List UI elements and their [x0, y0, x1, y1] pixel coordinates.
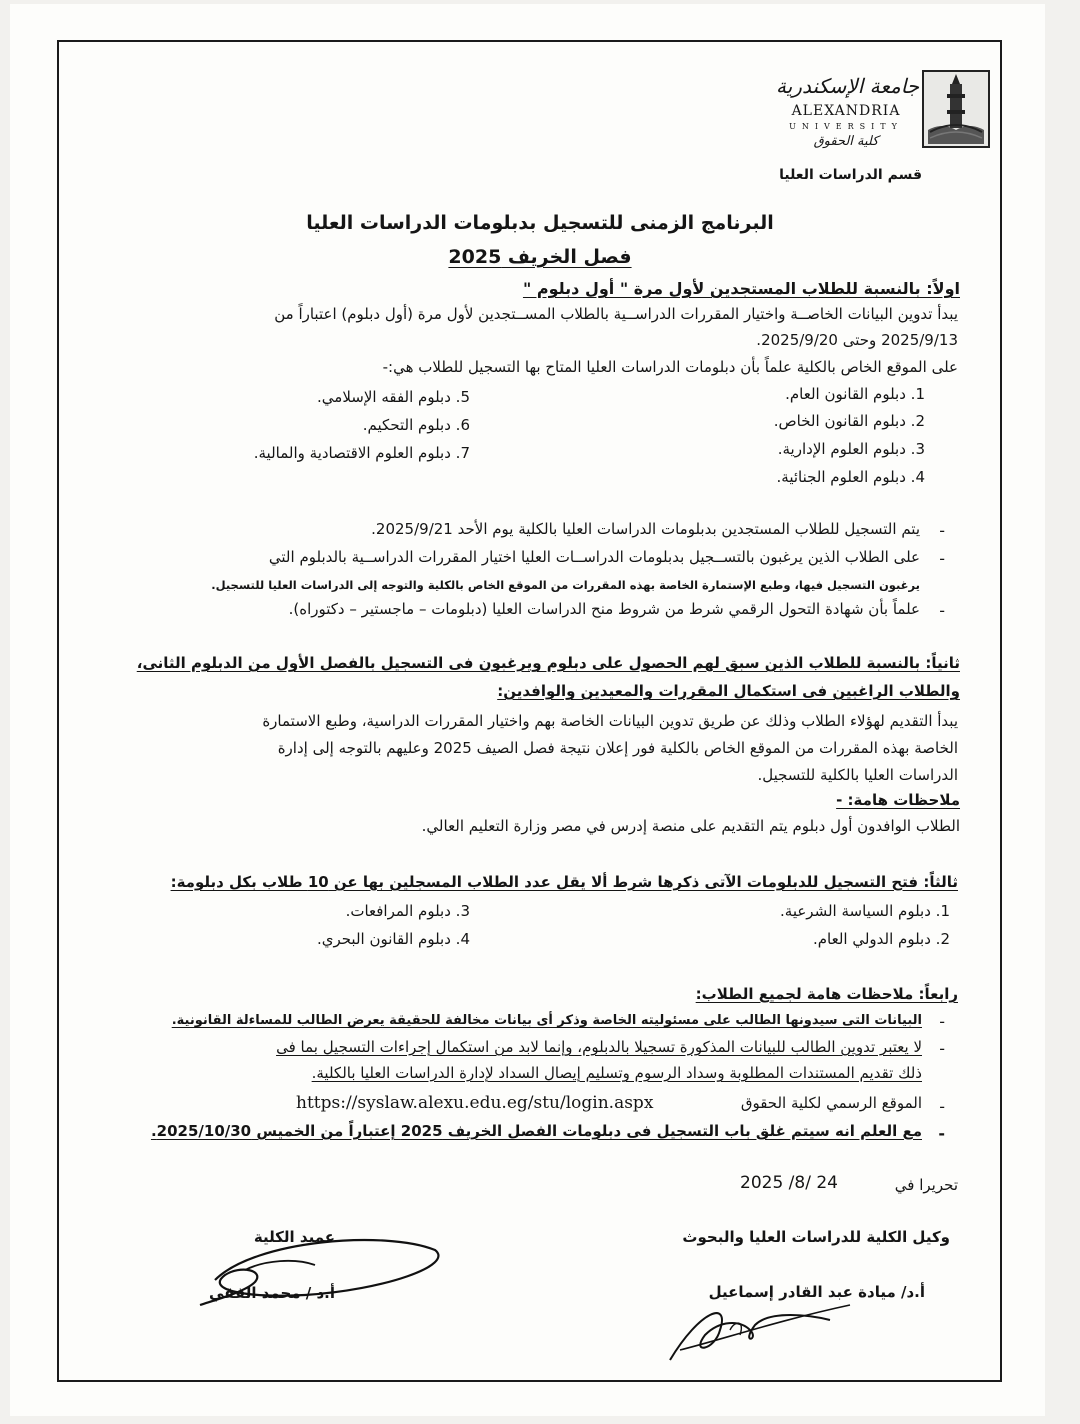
bullet-dash: - [939, 549, 945, 568]
diploma-item: 4. دبلوم القانون البحري. [316, 930, 470, 948]
document-subtitle: فصل الخريف 2025 [448, 246, 632, 268]
diploma-item: 3. دبلوم المرافعات. [345, 902, 470, 920]
section4-note: لا يعتبر تدوين الطالب للبيانات المذكورة تسجيلا بالدبلوم، وإنما لابد من استكمال إجراءات التسجيل بما فى [276, 1038, 922, 1056]
faculty-name: كلية الحقوق [813, 134, 879, 149]
section2-heading-continued: والطلاب الراغبين فى استكمال المقررات والمعيدين والوافدين: [497, 682, 960, 700]
diploma-item: 1. دبلوم السياسة الشرعية. [780, 902, 950, 920]
bullet-dash: - [939, 1039, 945, 1058]
date-value: 2025 /8/ 24 [740, 1173, 838, 1193]
section3-heading: ثالثاً: فتح التسجيل للدبلومات الآتى ذكرها شرط ألا يقل عدد الطلاب المسجلين بها عن 10 طلاب بكل دبلومة: [170, 873, 958, 891]
section4-note-continued: ذلك تقديم المستندات المطلوبة وسداد الرسوم وتسليم إيصال السداد لإدارة الدراسات العليا بالكلية. [311, 1064, 922, 1082]
section2-note: الطلاب الوافدون أول دبلوم يتم التقديم على منصة إدرس في مصر وزارة التعليم العالي. [421, 817, 960, 835]
university-emblem-icon [922, 70, 990, 148]
department-name: قسم الدراسات العليا [779, 167, 922, 183]
diploma-item: 4. دبلوم العلوم الجنائية. [776, 468, 925, 486]
diploma-item: 6. دبلوم التحكيم. [362, 416, 470, 434]
section1-heading: اولاً: بالنسبة للطلاب المستجدين لأول مرة " أول دبلوم " [522, 279, 960, 298]
section4-heading: رابعاً: ملاحظات هامة لجميع الطلاب: [695, 985, 958, 1003]
bullet-dash: - [939, 1012, 945, 1031]
dean-title: عميد الكلية [253, 1228, 335, 1246]
section1-para-line3: على الموقع الخاص بالكلية علماً بأن دبلومات الدراسات العليا المتاح بها التسجيل للطلاب هي:- [382, 358, 958, 376]
faculty-website-link[interactable]: https://syslaw.alexu.edu.eg/stu/login.aspx [296, 1093, 654, 1113]
diploma-item: 3. دبلوم العلوم الإدارية. [777, 440, 925, 458]
document-title: البرنامج الزمنى للتسجيل بدبلومات الدراسات العليا [306, 212, 774, 234]
section2-notes-heading: ملاحظات هامة: - [836, 791, 960, 809]
registration-close-note: مع العلم انه سيتم غلق باب التسجيل فى دبلومات الفصل الخريف 2025 إعتباراً من الخميس 2025/10/30. [150, 1122, 922, 1140]
section2-para-line: الدراسات العليا بالكلية للتسجيل. [757, 766, 958, 784]
page-border [57, 40, 1002, 1382]
diploma-item: 2. دبلوم القانون الخاص. [773, 412, 925, 430]
section1-para-line2: 2025/9/13 وحتى 2025/9/20. [756, 331, 958, 349]
bullet-dash: - [939, 601, 945, 620]
section1-para-line1: يبدأ تدوين البيانات الخاصــة واختيار المقررات الدراســية بالطلاب المســتجدين لأول مرة (أول دبلوم) اعتباراً من [274, 305, 958, 323]
bullet-dash: - [939, 521, 945, 540]
vice-dean-signature-icon [660, 1290, 860, 1370]
bullet-dash: - [939, 1097, 945, 1116]
university-name-arabic: جامعة الإسكندرية [776, 74, 920, 98]
section1-note: علماً بأن شهادة التحول الرقمي شرط من شروط منح الدراسات العليا (دبلومات – ماجستير – دكتوراه). [288, 600, 920, 618]
university-word: UNIVERSITY [789, 122, 903, 131]
date-label: تحريرا في [894, 1176, 958, 1194]
dean-name: أ.د / محمد الفقي [208, 1284, 335, 1302]
university-name-english: ALEXANDRIA [791, 103, 901, 119]
vice-dean-name: أ.د/ ميادة عبد القادر إسماعيل [708, 1283, 925, 1301]
section2-para-line: يبدأ التقديم لهؤلاء الطلاب وذلك عن طريق تدوين البيانات الخاصة بهم واختيار المقررات الدراسية، وطبع الاستمارة [262, 712, 958, 730]
vice-dean-title: وكيل الكلية للدراسات العليا والبحوث [682, 1228, 950, 1246]
section2-heading: ثانياً: بالنسبة للطلاب الذين سبق لهم الحصول على دبلوم ويرغبون فى التسجيل بالفصل الأول من الدبلوم الثانى، [136, 654, 960, 672]
section1-note: على الطلاب الذين يرغبون بالتســجيل بدبلومات الدراســات العليا اختيار المقررات الدراســية بالدبلوم التي [268, 548, 920, 566]
section1-note-continued: يرغبون التسجيل فيها، وطبع الإستمارة الخاصة بهذه المقررات من الموقع الخاص بالكلية والتوجه إلى الدراسات العليا للتسجيل. [211, 578, 920, 592]
section4-website-label: الموقع الرسمي لكلية الحقوق [740, 1094, 922, 1112]
section1-note: يتم التسجيل للطلاب المستجدين بدبلومات الدراسات العليا بالكلية يوم الأحد 2025/9/21. [371, 520, 920, 538]
diploma-item: 7. دبلوم العلوم الاقتصادية والمالية. [253, 444, 470, 462]
section4-note: البيانات التى سيدونها الطالب على مسئوليته الخاصة وذكر أى بيانات مخالفة للحقيقة يعرض الطالب للمساءلة القانونية. [171, 1013, 922, 1028]
diploma-item: 2. دبلوم الدولي العام. [812, 930, 950, 948]
bullet-dash: - [938, 1124, 945, 1143]
diploma-item: 5. دبلوم الفقه الإسلامي. [317, 388, 470, 406]
section2-para-line: الخاصة بهذه المقررات من الموقع الخاص بالكلية فور إعلان نتيجة فصل الصيف 2025 وعليهم بالتوجه إلى إدارة [277, 739, 958, 757]
diploma-item: 1. دبلوم القانون العام. [785, 385, 925, 403]
dean-signature-icon [185, 1220, 455, 1320]
